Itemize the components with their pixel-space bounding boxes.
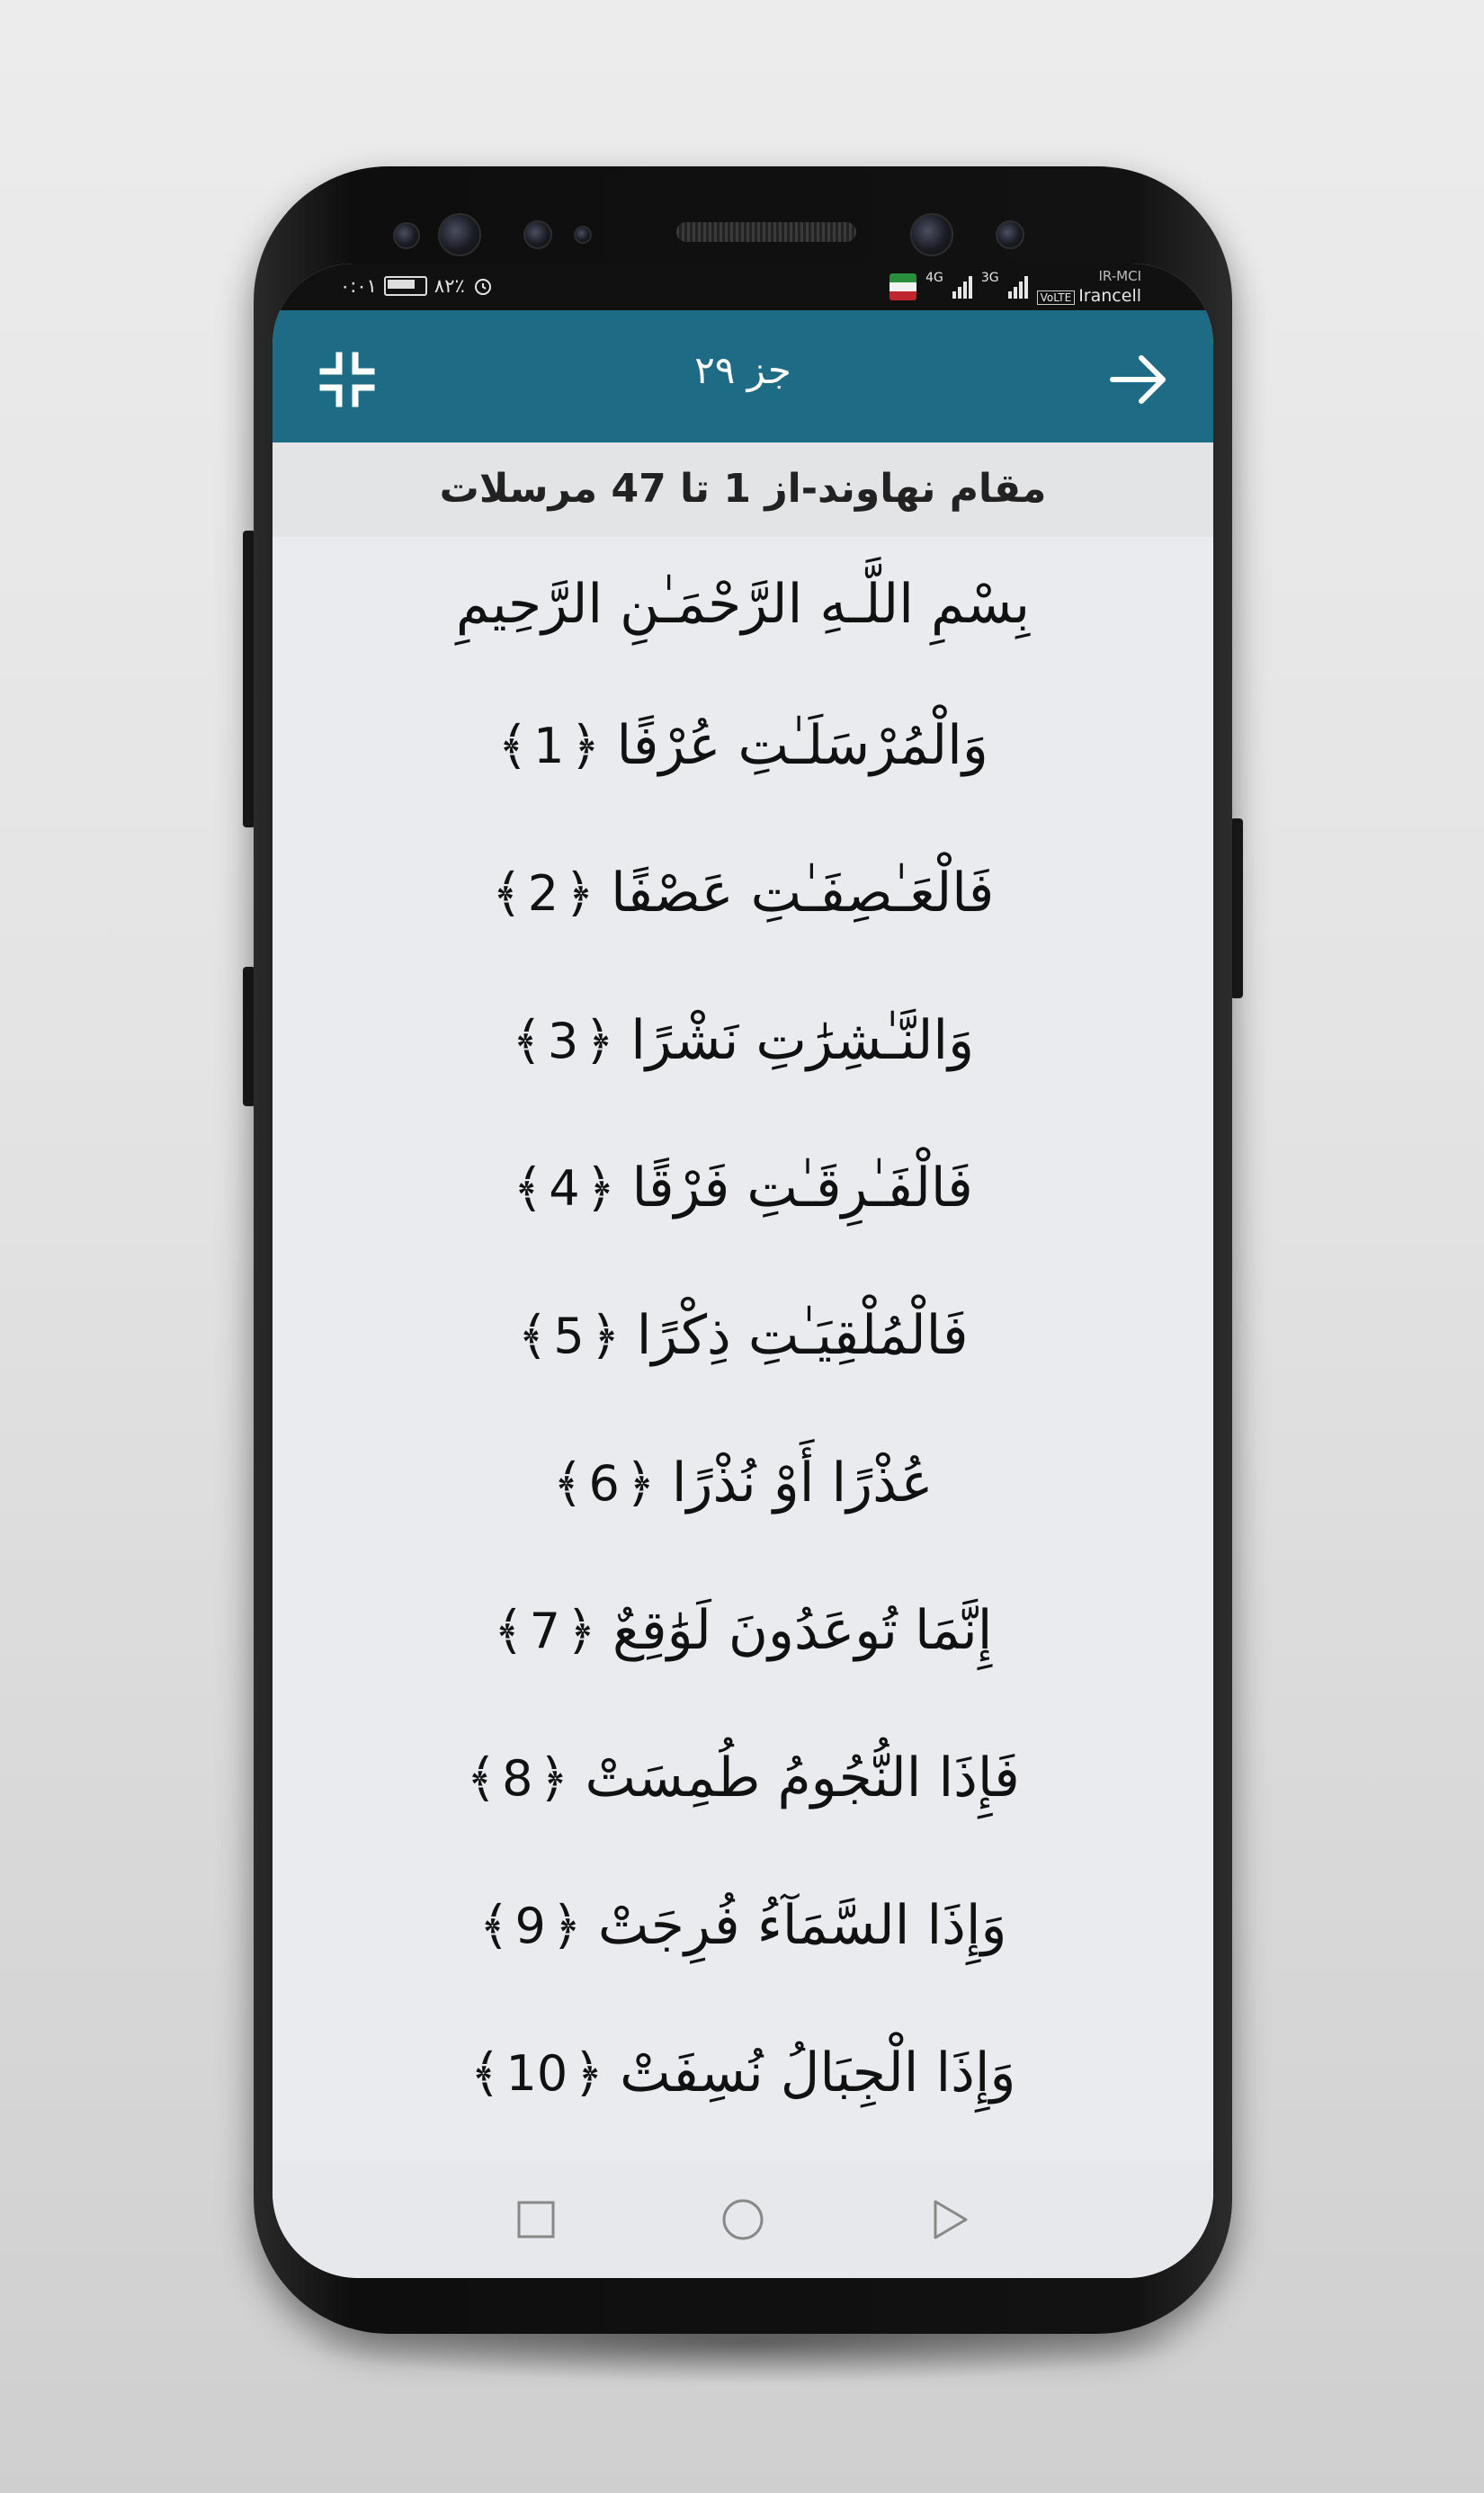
battery-percent: ۸۲٪ (434, 275, 465, 297)
sensor-icon (523, 220, 552, 249)
verse-list (273, 537, 1213, 2147)
verse-text: وَإِذَا السَّمَآءُ فُرِجَتْ (597, 1894, 1007, 1957)
ornament-right: ﴿ (624, 1452, 656, 1514)
ornament-right: ﴿ (550, 1895, 582, 1956)
page-title: جز ۲۹ (694, 348, 791, 392)
ornament-left: ﴾ (466, 1747, 497, 1809)
status-bar (273, 264, 1213, 310)
phone-frame (254, 166, 1232, 2334)
ayah-number-marker (553, 1452, 656, 1514)
ayah-number: 1 (533, 717, 565, 774)
ornament-left: ﴾ (469, 2042, 501, 2104)
status-left (340, 275, 494, 297)
signal-bars-icon (952, 275, 972, 299)
ayah-number: 4 (549, 1159, 580, 1217)
signal-bars-icon (1008, 275, 1028, 299)
sensor-icon (996, 220, 1024, 249)
ornament-right: ﴿ (585, 1157, 616, 1219)
verse-text: فَإِذَا النُّجُومُ طُمِسَتْ (585, 1747, 1020, 1809)
ayah-number-marker (497, 715, 600, 776)
ayah-number-marker (513, 1157, 615, 1219)
surah-info: مقام نهاوند-از 1 تا 47 مرسلات (439, 466, 1047, 512)
ornament-right: ﴿ (589, 1305, 621, 1366)
ayah-number: 3 (547, 1012, 579, 1069)
verse-item[interactable] (273, 1704, 1213, 1852)
verse-text: عُذْرًا أَوْ نُذْرًا (671, 1452, 934, 1515)
ayah-number: 6 (588, 1454, 620, 1512)
ornament-left: ﴾ (513, 1157, 544, 1219)
recent-apps-icon[interactable] (509, 2193, 563, 2247)
sensor-icon (574, 226, 592, 244)
network-label-4g: 4G (925, 271, 943, 285)
arrow-right-icon[interactable] (1107, 348, 1170, 411)
ornament-left: ﴾ (552, 1452, 584, 1514)
network-label-3g: 3G (980, 271, 999, 285)
front-camera-icon (438, 213, 481, 256)
ornament-right: ﴿ (565, 1600, 596, 1661)
verse-item[interactable] (273, 1409, 1213, 1557)
ornament-right: ﴿ (564, 862, 595, 924)
ayah-number: 10 (505, 2044, 568, 2102)
verse-text: وَالْمُرْسَلَـٰتِ عُرْفًا (616, 714, 988, 777)
verse-text: وَالنَّـٰشِرَٰتِ نَشْرًا (630, 1009, 975, 1072)
ayah-number: 5 (553, 1307, 585, 1364)
home-icon[interactable] (716, 2193, 770, 2247)
ornament-left: ﴾ (511, 1010, 542, 1071)
ornament-right: ﴿ (569, 715, 601, 776)
ornament-left: ﴾ (497, 715, 529, 776)
ayah-number: 9 (514, 1897, 546, 1954)
verse-text: بِسْمِ اللَّـهِ الرَّحْمَـٰنِ الرَّحِيمِ (455, 573, 1031, 636)
top-bezel (254, 166, 1232, 270)
app-bar (273, 310, 1213, 442)
flag-icon (890, 273, 916, 300)
ayah-number-marker (466, 1747, 568, 1809)
verse-item[interactable] (273, 672, 1213, 819)
verse-item[interactable] (273, 967, 1213, 1114)
battery-icon (384, 276, 427, 296)
verse-item[interactable] (273, 819, 1213, 967)
ayah-number: 2 (527, 864, 559, 922)
bismillah[interactable] (273, 537, 1213, 672)
ornament-left: ﴾ (491, 862, 523, 924)
status-time: ۰:۰۱ (340, 275, 377, 297)
screen (273, 264, 1213, 2278)
volte-badge: VoLTE (1037, 290, 1076, 305)
verse-text: فَالْفَـٰرِقَـٰتِ فَرْقًا (631, 1157, 973, 1220)
alarm-icon (472, 275, 494, 297)
earpiece-speaker (676, 222, 856, 242)
ayah-number-marker (492, 862, 594, 924)
verse-item[interactable] (273, 1114, 1213, 1262)
ayah-number-marker (512, 1010, 614, 1071)
carrier-top: IR-MCI (1098, 268, 1141, 284)
carrier-info (1037, 265, 1141, 308)
ornament-right: ﴿ (538, 1747, 569, 1809)
sensor-icon (393, 222, 420, 249)
verse-text: إِنَّمَا تُوعَدُونَ لَوَٰقِعٌ (612, 1599, 993, 1662)
ayah-number-marker (469, 2042, 603, 2104)
ornament-left: ﴾ (517, 1305, 549, 1366)
status-right (890, 265, 1141, 308)
power-button[interactable] (1230, 818, 1243, 998)
verse-item[interactable] (273, 1999, 1213, 2147)
ayah-number-marker (517, 1305, 620, 1366)
surah-subheader (273, 442, 1213, 537)
ayah-number-marker (494, 1600, 596, 1661)
ornament-left: ﴾ (478, 1895, 510, 1956)
ayah-number: 8 (502, 1749, 533, 1807)
verse-text: وَإِذَا الْجِبَالُ نُسِفَتْ (620, 2042, 1016, 2104)
verse-text: فَالْمُلْقِيَـٰتِ ذِكْرًا (636, 1304, 969, 1367)
ayah-number-marker (479, 1895, 582, 1956)
verse-item[interactable] (273, 1262, 1213, 1409)
ornament-left: ﴾ (493, 1600, 524, 1661)
carrier-name: Irancell (1078, 286, 1141, 306)
iris-scanner-icon (910, 213, 953, 256)
back-icon[interactable] (923, 2193, 977, 2247)
ornament-right: ﴿ (584, 1010, 615, 1071)
verse-text: فَالْعَـٰصِفَـٰتِ عَصْفًا (611, 862, 995, 925)
system-nav-bar (273, 2161, 1213, 2278)
ornament-right: ﴿ (573, 2042, 604, 2104)
ayah-number: 7 (529, 1602, 560, 1659)
verse-item[interactable] (273, 1852, 1213, 1999)
verse-item[interactable] (273, 1557, 1213, 1704)
